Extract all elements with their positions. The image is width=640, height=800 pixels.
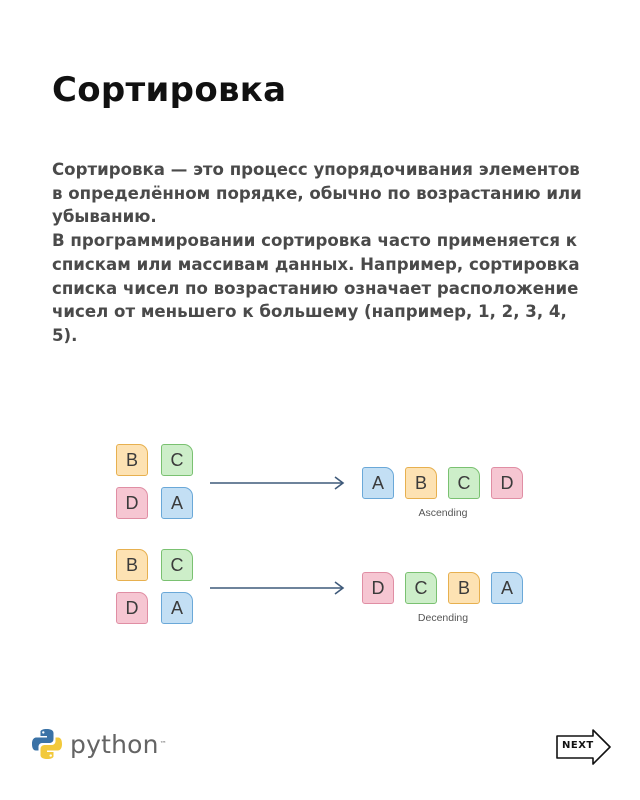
arrow-icon bbox=[210, 580, 350, 596]
tile-d: D bbox=[362, 572, 394, 604]
next-label: NEXT bbox=[562, 740, 594, 751]
arrow-icon bbox=[210, 475, 350, 491]
tile-c: C bbox=[405, 572, 437, 604]
next-button[interactable] bbox=[555, 728, 613, 766]
python-logo-icon bbox=[30, 727, 64, 761]
sorting-diagram bbox=[0, 430, 640, 660]
descending-caption: Decending bbox=[417, 612, 469, 624]
slide-body-text: Сортировка — это процесс упорядочивания элементов в определённом порядке, обычно по возрастанию или убыванию. В программировании сортировка часто применяется к спискам или массивам данных. Например, сортировка списка чисел по возрастанию означает расположение чисел от меньшего к большему (например, 1, 2, 3, 4, 5). bbox=[52, 160, 582, 345]
tile-c: C bbox=[161, 549, 193, 581]
slide-title: Сортировка bbox=[52, 70, 287, 110]
tile-b: B bbox=[405, 467, 437, 499]
tile-c: C bbox=[448, 467, 480, 499]
tile-c: C bbox=[161, 444, 193, 476]
tile-b: B bbox=[448, 572, 480, 604]
tile-d: D bbox=[491, 467, 523, 499]
tile-a: A bbox=[491, 572, 523, 604]
tile-b: B bbox=[116, 549, 148, 581]
python-logo bbox=[30, 727, 167, 761]
tile-b: B bbox=[116, 444, 148, 476]
tile-a: A bbox=[362, 467, 394, 499]
tile-d: D bbox=[116, 487, 148, 519]
tile-a: A bbox=[161, 487, 193, 519]
tile-a: A bbox=[161, 592, 193, 624]
ascending-caption: Ascending bbox=[418, 507, 468, 519]
tile-d: D bbox=[116, 592, 148, 624]
python-wordmark: python bbox=[70, 729, 159, 759]
trademark-mark: ™ bbox=[159, 740, 167, 748]
